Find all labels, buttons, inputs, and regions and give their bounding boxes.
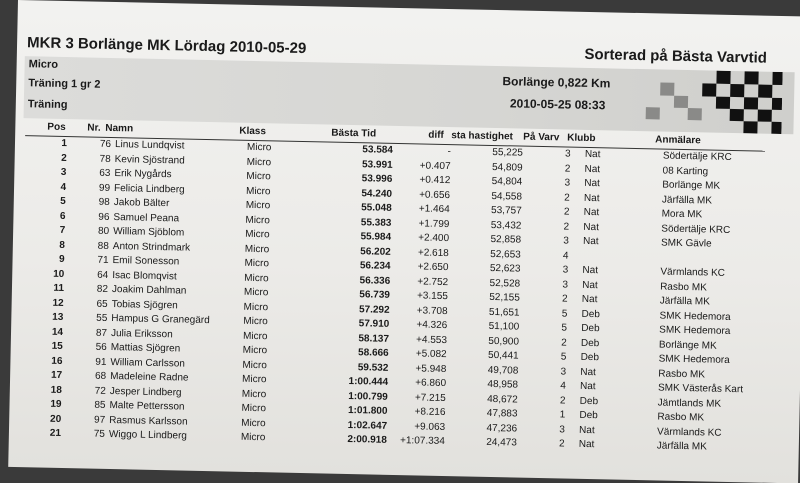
club-cell: Nat [584,163,601,175]
speed-cell: 47,236 [486,422,518,435]
class-cell: Micro [244,243,270,255]
entrant-cell: Rasbo MK [660,281,707,293]
pos-cell: 21 [49,427,62,439]
diff-cell: +4.326 [416,319,448,332]
lap-cell: 2 [563,206,570,218]
class-cell: Micro [243,301,269,313]
entrant-cell: SMK Gävle [660,237,712,250]
lap-cell: 3 [560,365,567,378]
lap-cell: 2 [564,191,570,204]
driver-name: Kevin Sjöstrand [114,153,185,167]
diff-cell: +7.215 [414,391,446,404]
club-cell: Nat [582,235,599,248]
driver-name: Julia Eriksson [110,327,173,340]
class-cell: Micro [246,156,272,168]
nr-cell: 80 [97,225,110,237]
speed-cell: 54,804 [491,175,523,188]
speed-cell: 48,672 [487,393,518,406]
club-cell: Nat [580,366,597,378]
class-cell: Micro [240,431,266,444]
driver-name: Madeleine Radne [110,371,189,384]
lap-cell: 4 [562,249,569,262]
nr-cell: 88 [97,240,109,252]
col-nr: Nr. [87,122,101,134]
speed-cell: 53,757 [490,204,522,217]
entrant-cell: SMK Hedemora [659,324,731,337]
diff-cell: +6.860 [415,377,447,390]
nr-cell: 85 [94,399,106,411]
best-time: 57.910 [358,318,390,330]
driver-name: Rasmus Karlsson [109,414,188,428]
driver-name: Anton Strindmark [112,240,191,254]
club-cell: Nat [582,279,598,291]
club-cell: Nat [582,264,599,277]
driver-name: William Carlsson [110,356,185,370]
class-cell: Micro [246,170,271,183]
best-time: 53.584 [362,144,394,156]
nr-cell: 99 [98,182,111,194]
lap-cell: 3 [563,235,569,247]
club-cell: Deb [579,409,598,422]
speed-cell: 50,900 [488,335,520,348]
results-table [19,137,765,457]
nr-cell: 91 [95,356,107,368]
best-time: 58.137 [358,332,390,345]
pos-cell: 3 [60,166,67,179]
speed-cell: 51,100 [488,320,520,333]
class-cell: Micro [244,272,269,284]
best-time: 53.991 [361,158,393,171]
entrant-cell: Borlänge MK [658,338,717,352]
entrant-cell: Järfälla MK [659,295,710,308]
pos-cell: 20 [49,413,62,425]
driver-name: Felicia Lindberg [113,182,185,196]
class-cell: Micro [241,373,267,386]
pos-cell: 16 [51,355,63,367]
lap-cell: 2 [561,336,567,349]
class-name: Micro [28,58,59,71]
entrant-cell: Jämtlands MK [657,396,722,410]
track-info: Borlänge 0,822 Km [502,74,611,91]
pos-cell: 13 [52,311,64,324]
pos-cell: 15 [51,340,63,353]
best-time: 54.240 [361,187,393,200]
class-cell: Micro [243,286,269,299]
lap-cell: 5 [560,351,567,363]
diff-cell: +0.412 [419,174,451,187]
speed-cell: 51,651 [488,306,520,319]
nr-cell: 55 [96,312,108,324]
diff-cell: +9.063 [414,420,446,433]
speed-cell: 52,155 [489,291,520,304]
driver-name: Jesper Lindberg [109,385,182,399]
speed-cell: 52,528 [489,277,521,290]
class-cell: Micro [242,330,268,342]
entrant-cell: Rasbo MK [657,411,705,424]
nr-cell: 68 [94,370,107,382]
diff-cell: +0.656 [419,188,451,201]
club-cell: Nat [581,293,598,306]
club-cell: Nat [583,206,600,219]
diff-cell: +8.216 [414,406,446,419]
entrant-cell: SMK Hedemora [659,310,731,323]
entrant-cell: Järfälla MK [661,194,713,207]
lap-cell: 3 [564,148,571,160]
nr-cell: 96 [98,211,110,223]
speed-cell: 49,708 [487,364,519,377]
speed-cell: 54,558 [491,190,523,203]
driver-name: Isac Blomqvist [112,269,177,282]
diff-cell: +2.618 [417,246,449,259]
best-time: 1:00.799 [348,390,388,403]
lap-cell: 5 [561,307,568,320]
col-klass: Klass [239,125,267,138]
pos-cell: 7 [59,224,66,237]
pos-cell: 9 [58,253,65,266]
nr-cell: 97 [93,414,106,426]
col-diff: diff [428,129,444,141]
best-time: 1:01.800 [347,405,388,417]
entrant-cell: Södertälje KRC [661,223,731,236]
nr-cell: 63 [99,167,111,179]
best-time: 53.996 [361,173,393,185]
entrant-cell: Borlänge MK [662,179,721,192]
driver-name: Emil Sonesson [112,255,180,268]
pos-cell: 8 [59,239,65,251]
session-datetime: 2010-05-25 08:33 [509,96,606,113]
class-cell: Micro [246,141,272,154]
col-lap: På Varv [523,131,560,144]
speed-cell: 52,858 [490,233,522,246]
club-cell: Nat [579,380,596,393]
driver-name: William Sjöblom [113,226,185,239]
best-time: 56.202 [360,245,391,258]
lap-cell: 3 [564,177,571,189]
driver-name: Jakob Bälter [113,197,170,210]
pos-cell: 6 [59,210,66,222]
pos-cell: 4 [60,181,67,193]
lap-cell: 1 [559,409,566,421]
class-cell: Micro [245,214,271,226]
entrant-cell: 08 Karting [662,165,709,177]
driver-name: Erik Nygårds [114,168,172,181]
pos-cell: 1 [61,137,68,150]
diff-cell: +2.400 [418,232,450,245]
lap-cell: 5 [561,322,568,334]
nr-cell: 78 [99,153,111,165]
best-time: 56.336 [359,274,391,287]
club-cell: Deb [581,308,601,320]
entrant-cell: SMK Västerås Kart [657,382,744,396]
diff-cell: +1.464 [418,203,450,216]
group-name: Träning 1 gr 2 [28,77,101,91]
nr-cell: 76 [99,138,112,150]
entrant-cell: Rasbo MK [658,367,706,380]
club-cell: Nat [583,192,600,204]
diff-cell: +3.708 [416,304,448,317]
best-time: 59.532 [357,361,389,374]
club-cell: Nat [579,424,595,436]
driver-name: Samuel Peana [113,211,180,224]
lap-cell: 3 [562,264,569,276]
nr-cell: 75 [93,428,106,440]
best-time: 56.234 [359,260,391,272]
pos-cell: 10 [53,268,65,280]
diff-cell: +5.082 [415,348,447,361]
club-cell: Deb [581,322,600,335]
speed-cell: 54,809 [491,161,523,174]
pos-cell: 12 [52,297,64,309]
class-cell: Micro [245,228,270,241]
driver-name: Mattias Sjögren [110,342,181,355]
diff-cell: +0.407 [419,159,451,172]
lap-cell: 2 [558,438,565,450]
best-time: 58.666 [357,347,389,359]
diff-cell: +2.650 [417,261,449,274]
pos-cell: 17 [50,369,63,382]
speed-cell: 50,441 [487,349,519,362]
lap-cell: 2 [559,394,566,407]
nr-cell: 87 [95,327,108,339]
diff-cell: - [447,146,452,158]
nr-cell: 65 [96,298,108,310]
driver-name: Wiggo L Lindberg [108,429,188,442]
diff-cell: +5.948 [415,362,447,375]
pos-cell: 5 [60,195,66,208]
entrant-cell: Mora MK [661,208,703,221]
nr-cell: 64 [97,269,109,281]
col-name: Namn [105,122,134,135]
best-time: 1:02.647 [347,419,388,432]
pos-cell: 19 [50,398,62,410]
pos-cell: 2 [61,152,67,164]
speed-cell: 55,225 [492,146,524,159]
speed-cell: 52,623 [489,262,521,275]
pos-cell: 14 [51,326,64,338]
diff-cell: +2.752 [417,275,449,288]
lap-cell: 2 [563,220,570,233]
nr-cell: 98 [98,196,110,208]
club-cell: Nat [584,177,600,190]
entrant-cell: SMK Hedemora [658,353,730,366]
col-best: Bästa Tid [331,127,377,140]
club-cell: Deb [580,337,600,349]
pos-cell: 18 [50,384,62,396]
class-cell: Micro [241,417,266,429]
results-sheet [8,0,800,483]
class-cell: Micro [243,315,268,328]
class-cell: Micro [241,402,267,415]
lap-cell: 4 [560,380,566,392]
nr-cell: 56 [95,341,107,353]
col-entrant: Anmälare [655,134,701,147]
sort-title: Sorterad på Bästa Varvtid [584,45,768,67]
entrant-cell: Värmlands KC [660,266,726,279]
driver-name: Hampus G Granegärd [111,313,210,327]
best-time: 55.383 [360,216,392,229]
col-club: Klubb [567,132,596,145]
best-time: 55.984 [360,231,392,243]
class-cell: Micro [245,185,271,197]
nr-cell: 82 [96,283,109,295]
col-speed: sta hastighet [451,130,514,143]
speed-cell: 24,473 [486,436,517,449]
nr-cell: 72 [94,385,106,397]
diff-cell: +4.553 [415,333,448,346]
class-cell: Micro [242,344,268,357]
driver-name: Tobias Sjögren [111,298,178,311]
pos-cell: 11 [53,282,65,295]
speed-cell: 53,432 [490,219,522,232]
lap-cell: 3 [559,423,566,436]
lap-cell: 2 [564,162,571,175]
diff-cell: +3.155 [416,290,448,303]
driver-name: Malte Pettersson [109,400,185,413]
lap-cell: 2 [561,293,568,305]
event-title: MKR 3 Borlänge MK Lördag 2010-05-29 [26,34,307,58]
class-cell: Micro [245,199,271,212]
club-cell: Nat [583,221,600,233]
best-time: 57.292 [358,303,390,316]
club-cell: Deb [580,351,600,364]
session-name: Träning [27,98,68,112]
best-time: 56.739 [359,289,391,301]
best-time: 55.048 [361,202,392,214]
club-cell: Nat [578,438,595,451]
class-cell: Micro [241,388,267,400]
class-cell: Micro [242,359,267,371]
best-time: 1:00.444 [348,376,389,388]
nr-cell: 71 [97,254,109,266]
col-pos: Pos [47,121,66,134]
club-cell: Nat [584,148,601,161]
entrant-cell: Södertälje KRC [662,150,732,163]
driver-name: Joakim Dahlman [111,284,187,297]
speed-cell: 48,958 [487,378,519,391]
club-cell: Deb [579,395,599,407]
best-time: 2:00.918 [347,433,387,446]
checkered-flag-icon [631,69,782,134]
diff-cell: +1:07.334 [399,435,445,448]
lap-cell: 3 [562,278,569,291]
driver-name: Linus Lundqvist [114,139,185,152]
speed-cell: 47,883 [486,407,518,420]
entrant-cell: Järfälla MK [656,440,707,453]
speed-cell: 52,653 [490,248,521,261]
diff-cell: +1.799 [418,217,450,230]
class-cell: Micro [244,257,270,270]
entrant-cell: Värmlands KC [656,425,722,439]
